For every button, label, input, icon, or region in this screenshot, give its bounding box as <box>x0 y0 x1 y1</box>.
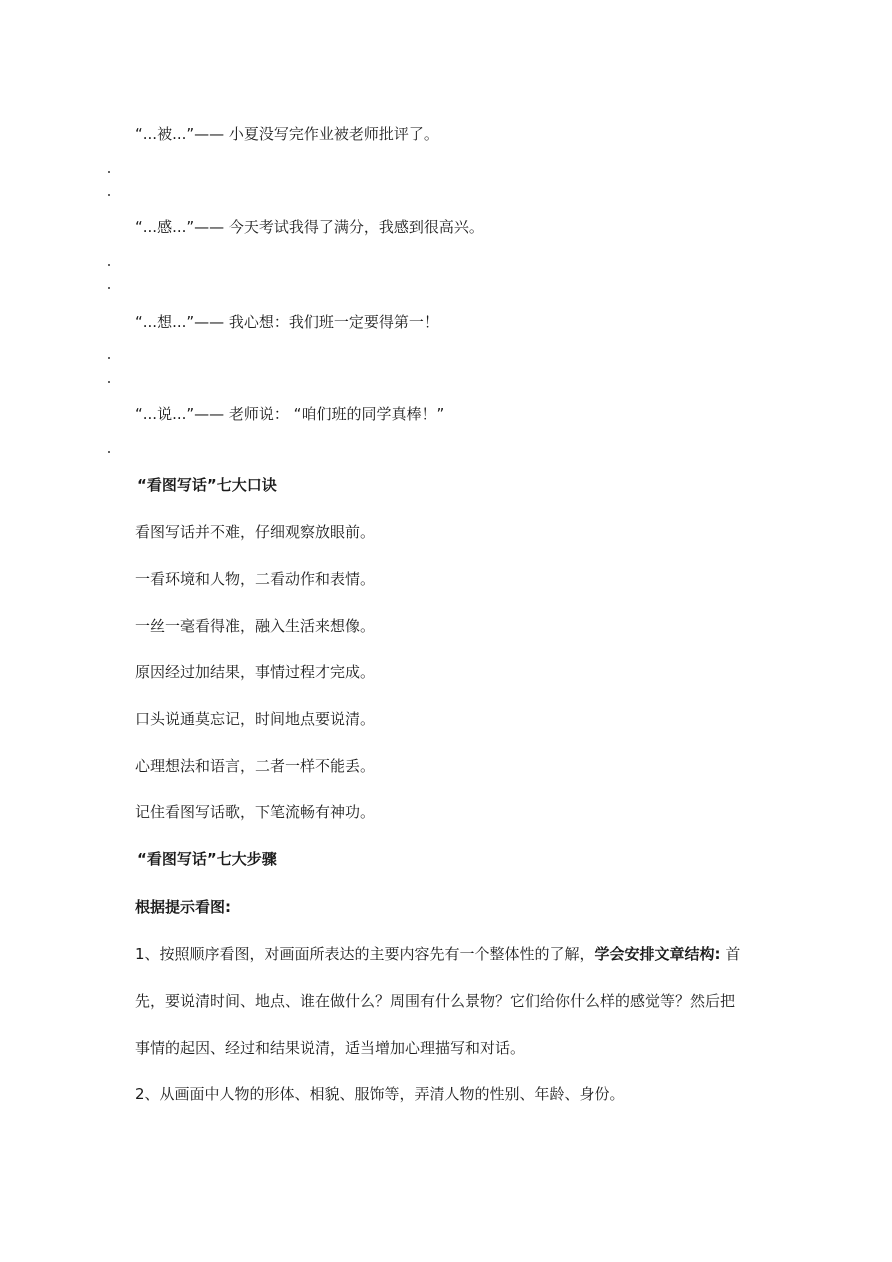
step-2: 2、从画面中人物的形体、相貌、服饰等，弄清人物的性别、年龄、身份。 <box>135 1085 625 1103</box>
rhyme-line: 看图写话并不难，仔细观察放眼前。 <box>135 523 376 541</box>
steps-title: “看图写话”七大步骤 <box>137 850 277 868</box>
steps-subtitle: 根据提示看图: <box>135 898 231 916</box>
bullet-dot <box>108 357 110 359</box>
rhyme-line: 心理想法和语言，二者一样不能丢。 <box>135 757 376 775</box>
bullet-dot <box>108 171 110 173</box>
rhyme-line: 口头说通莫忘记，时间地点要说清。 <box>135 710 376 728</box>
pattern-bei: “...被...”—— 小夏没写完作业被老师批评了。 <box>135 125 439 143</box>
rhyme-line: 一丝一毫看得准，融入生活来想像。 <box>135 617 376 635</box>
bullet-dot <box>108 264 110 266</box>
pattern-gan: “...感...”—— 今天考试我得了满分，我感到很高兴。 <box>135 218 484 236</box>
step-1-text: 1、按照顺序看图，对画面所表达的主要内容先有一个整体性的了解， <box>135 945 595 963</box>
step-1-emphasis: 学会安排文章结构: <box>594 945 721 963</box>
bullet-dot <box>108 381 110 383</box>
rhyme-line: 记住看图写话歌，下笔流畅有神功。 <box>135 803 376 821</box>
pattern-shuo: “...说...”—— 老师说： “咱们班的同学真棒！” <box>135 405 445 423</box>
rhyme-title: “看图写话”七大口诀 <box>137 476 277 494</box>
step-1-text-end: 首 <box>720 945 741 963</box>
step-1-line-1 <box>135 944 740 964</box>
step-1-line-2: 先，要说清时间、地点、谁在做什么？周围有什么景物？它们给你什么样的感觉等？然后把 <box>135 992 736 1010</box>
rhyme-line: 原因经过加结果，事情过程才完成。 <box>135 663 376 681</box>
bullet-dot <box>108 287 110 289</box>
bullet-dot <box>108 194 110 196</box>
step-1-line-3: 事情的起因、经过和结果说清，适当增加心理描写和对话。 <box>135 1039 526 1057</box>
bullet-dot <box>108 451 110 453</box>
pattern-xiang: “...想...”—— 我心想：我们班一定要得第一！ <box>135 313 439 331</box>
rhyme-line: 一看环境和人物，二看动作和表情。 <box>135 570 376 588</box>
